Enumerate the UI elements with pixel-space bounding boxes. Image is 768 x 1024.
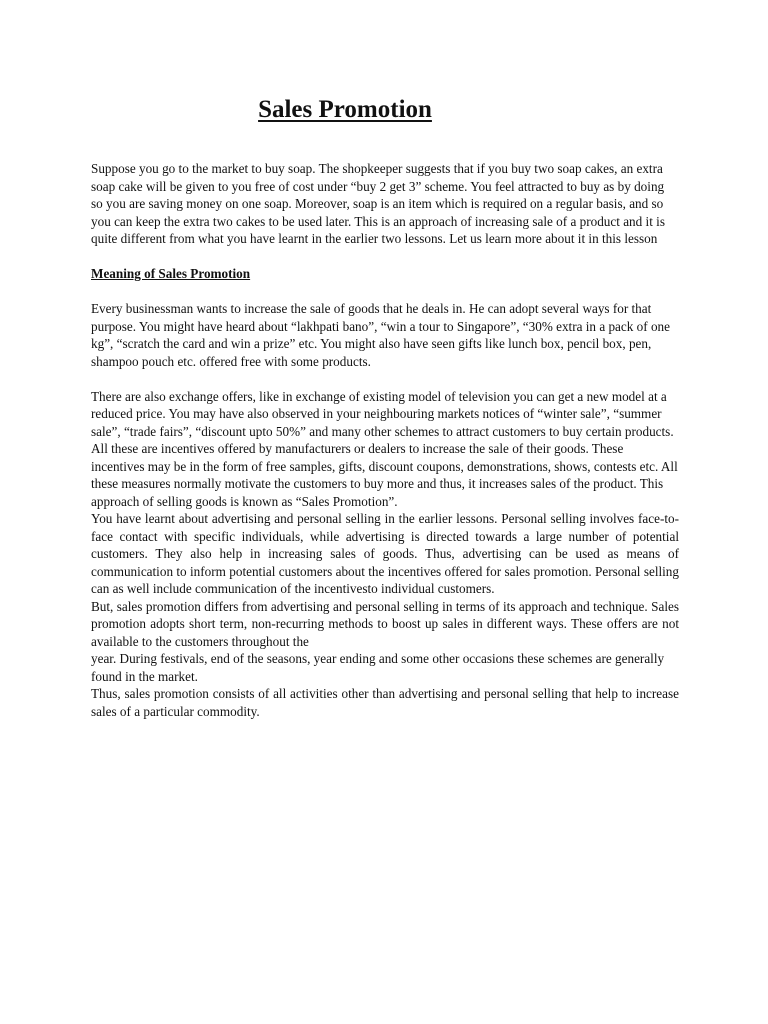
- paragraph-gap: [91, 248, 679, 266]
- paragraph-differs: But, sales promotion differs from advertising and personal selling in terms of its approach and technique. Sales promotion adopts short term, non-recurring methods to boost up sales in different ways. These offers are not available to the customers throughout the: [91, 598, 679, 649]
- intro-paragraph: Suppose you go to the market to buy soap. The shopkeeper suggests that if you buy two soap cakes, an extra soap cake will be given to you free of cost under “buy 2 get 3” scheme. You feel attracted to buy as by doing so you are saving money on one soap. Moreover, soap is an item which is required on a regular basis, and so you can keep the extra two cakes to be used later. This is an approach of increasing sale of a product and it is quite different from what you have learnt in the earlier two lessons. Let us learn more about it in this lesson: [91, 161, 665, 246]
- document-title: Sales Promotion: [258, 96, 432, 123]
- paragraph-gap: [91, 283, 679, 301]
- paragraph-advertising: You have learnt about advertising and personal selling in the earlier lessons. Personal selling involves face-to-face contact with specific individuals, while advertising is directed towards a large number of potential customers. They also help in increasing sales of goods. Thus, advertising can be used as means of communication to inform potential customers about the incentives offered for sales promotion. Personal selling can as well include communication of the incentivesto individual customers.: [91, 511, 679, 596]
- paragraph-festivals: year. During festivals, end of the seasons, year ending and some other occasions these schemes are generally found in the market.: [91, 651, 665, 684]
- section-heading: Meaning of Sales Promotion: [91, 266, 251, 281]
- paragraph-conclusion: Thus, sales promotion consists of all activities other than advertising and personal selling that help to increase sales of a particular commodity.: [91, 686, 679, 719]
- paragraph-gap: [91, 370, 679, 388]
- paragraph-meaning: Every businessman wants to increase the sale of goods that he deals in. He can adopt several ways for that purpose. You might have heard about “lakhpati bano”, “win a tour to Singapore”, “30% extra in a pack of one kg”, “scratch the card and win a prize” etc. You might also have seen gifts like lunch box, pencil box, pen, shampoo pouch etc. offered free with some products.: [91, 301, 670, 369]
- document-body: [91, 160, 679, 720]
- paragraph-exchange-offers: There are also exchange offers, like in exchange of existing model of television you can get a new model at a reduced price. You may have also observed in your neighbouring markets notices of “winter sale”, “summer sale”, “trade fairs”, “discount upto 50%” and many other schemes to attract customers to buy certain products. All these are incentives offered by manufacturers or dealers to increase the sale of their goods. These incentives may be in the form of free samples, gifts, discount coupons, demonstrations, shows, contests etc. All these measures normally motivate the customers to buy more and thus, it increases sales of the product. This approach of selling goods is known as “Sales Promotion”.: [91, 388, 678, 509]
